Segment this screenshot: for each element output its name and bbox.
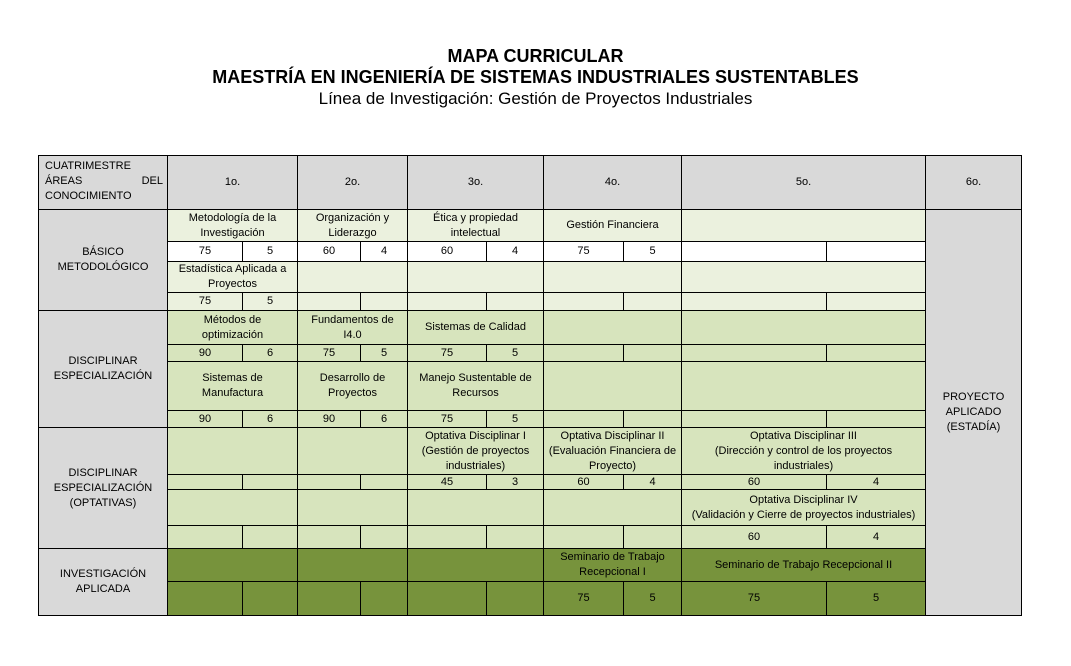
empty-cell bbox=[361, 582, 408, 615]
empty-cell bbox=[168, 428, 298, 475]
empty-cell bbox=[544, 345, 624, 362]
empty-cell bbox=[682, 293, 827, 311]
empty-cell bbox=[827, 293, 926, 311]
empty-cell bbox=[361, 293, 408, 311]
course-hours: 60 bbox=[544, 475, 624, 490]
empty-cell bbox=[624, 345, 682, 362]
course-hours: 75 bbox=[408, 345, 487, 362]
course-name: Metodología de la Investigación bbox=[168, 210, 298, 242]
course-name: Manejo Sustentable de Recursos bbox=[408, 362, 544, 411]
empty-cell bbox=[682, 262, 926, 293]
course-name: Estadística Aplicada a Proyectos bbox=[168, 262, 298, 293]
course-credits: 5 bbox=[827, 582, 926, 615]
corner-areas: ÁREAS bbox=[45, 175, 83, 187]
corner-header bbox=[39, 156, 168, 210]
course-credits: 4 bbox=[827, 526, 926, 549]
empty-cell bbox=[361, 526, 408, 549]
course-hours: 75 bbox=[408, 411, 487, 428]
empty-cell bbox=[544, 262, 682, 293]
course-hours: 60 bbox=[408, 242, 487, 262]
course-hours: 60 bbox=[682, 526, 827, 549]
course-hours: 90 bbox=[168, 411, 243, 428]
empty-cell bbox=[298, 475, 361, 490]
period-header-6: 6o. bbox=[926, 156, 1021, 210]
empty-cell bbox=[682, 362, 926, 411]
empty-cell bbox=[243, 526, 298, 549]
empty-cell bbox=[544, 293, 624, 311]
empty-cell bbox=[827, 411, 926, 428]
corner-cuatrimestre: CUATRIMESTRE bbox=[45, 160, 131, 172]
area-disciplinar: DISCIPLINAR ESPECIALIZACIÓN bbox=[39, 311, 168, 428]
course-hours: 75 bbox=[544, 582, 624, 615]
course-hours: 75 bbox=[682, 582, 827, 615]
period-header-2: 2o. bbox=[298, 156, 408, 210]
area-investigacion: INVESTIGACIÓN APLICADA bbox=[39, 549, 168, 615]
course-credits: 6 bbox=[243, 345, 298, 362]
empty-cell bbox=[544, 362, 682, 411]
course-name: Optativa Disciplinar I (Gestión de proyectos industriales) bbox=[408, 428, 544, 475]
course-name: Gestión Financiera bbox=[544, 210, 682, 242]
course-name: Ética y propiedad intelectual bbox=[408, 210, 544, 242]
research-line: Línea de Investigación: Gestión de Proyectos Industriales bbox=[318, 89, 753, 108]
empty-cell bbox=[408, 582, 487, 615]
course-name: Optativa Disciplinar II (Evaluación Financiera de Proyecto) bbox=[544, 428, 682, 475]
titles bbox=[0, 46, 1071, 110]
empty-cell bbox=[361, 475, 408, 490]
course-credits: 5 bbox=[487, 345, 544, 362]
empty-cell bbox=[298, 526, 361, 549]
course-hours: 45 bbox=[408, 475, 487, 490]
empty-cell bbox=[624, 526, 682, 549]
empty-cell bbox=[298, 428, 408, 475]
empty-cell bbox=[298, 582, 361, 615]
empty-cell bbox=[682, 411, 827, 428]
course-credits: 3 bbox=[487, 475, 544, 490]
course-credits: 4 bbox=[361, 242, 408, 262]
course-name: Sistemas de Manufactura bbox=[168, 362, 298, 411]
corner-conocimiento: CONOCIMIENTO bbox=[45, 190, 132, 202]
empty-cell bbox=[298, 549, 408, 582]
period-header-1: 1o. bbox=[168, 156, 298, 210]
area-optativas: DISCIPLINAR ESPECIALIZACIÓN (OPTATIVAS) bbox=[39, 428, 168, 549]
period-header-3: 3o. bbox=[408, 156, 544, 210]
course-name: Seminario de Trabajo Recepcional II bbox=[682, 549, 926, 582]
course-hours: 75 bbox=[544, 242, 624, 262]
empty-cell bbox=[624, 293, 682, 311]
course-name: Fundamentos de I4.0 bbox=[298, 311, 408, 345]
course-name: Métodos de optimización bbox=[168, 311, 298, 345]
empty-cell bbox=[168, 582, 243, 615]
empty-cell bbox=[243, 582, 298, 615]
course-credits: 4 bbox=[827, 475, 926, 490]
empty-cell bbox=[168, 475, 243, 490]
empty-cell bbox=[624, 411, 682, 428]
course-hours: 75 bbox=[168, 242, 243, 262]
course-hours: 90 bbox=[298, 411, 361, 428]
course-credits: 5 bbox=[624, 582, 682, 615]
course-name: Seminario de Trabajo Recepcional I bbox=[544, 549, 682, 582]
course-hours: 75 bbox=[298, 345, 361, 362]
corner-del: DEL bbox=[141, 175, 163, 187]
empty-cell bbox=[487, 293, 544, 311]
proyecto-aplicado: PROYECTO APLICADO (ESTADÍA) bbox=[926, 210, 1021, 615]
empty-cell bbox=[487, 582, 544, 615]
empty-cell bbox=[408, 293, 487, 311]
empty-cell bbox=[298, 490, 408, 526]
course-name: Organización y Liderazgo bbox=[298, 210, 408, 242]
empty-cell bbox=[544, 411, 624, 428]
empty-cell bbox=[682, 311, 926, 345]
empty-cell bbox=[408, 490, 544, 526]
empty-cell bbox=[827, 242, 926, 262]
course-hours: 60 bbox=[298, 242, 361, 262]
course-credits: 5 bbox=[361, 345, 408, 362]
course-name: Optativa Disciplinar IV (Validación y Cierre de proyectos industriales) bbox=[682, 490, 926, 526]
course-credits: 5 bbox=[243, 293, 298, 311]
course-credits: 6 bbox=[243, 411, 298, 428]
empty-cell bbox=[168, 526, 243, 549]
empty-cell bbox=[298, 262, 408, 293]
empty-cell bbox=[682, 210, 926, 242]
empty-cell bbox=[682, 345, 827, 362]
course-hours: 90 bbox=[168, 345, 243, 362]
program-title: MAESTRÍA EN INGENIERÍA DE SISTEMAS INDUSTRIALES SUSTENTABLES bbox=[212, 67, 859, 87]
corner-areas-row bbox=[45, 174, 163, 189]
empty-cell bbox=[408, 262, 544, 293]
empty-cell bbox=[544, 526, 624, 549]
page-title: MAPA CURRICULAR bbox=[447, 46, 624, 66]
course-hours: 60 bbox=[682, 475, 827, 490]
course-credits: 6 bbox=[361, 411, 408, 428]
course-credits: 5 bbox=[624, 242, 682, 262]
course-credits: 4 bbox=[487, 242, 544, 262]
course-hours: 75 bbox=[168, 293, 243, 311]
empty-cell bbox=[298, 293, 361, 311]
course-name: Sistemas de Calidad bbox=[408, 311, 544, 345]
empty-cell bbox=[168, 549, 298, 582]
empty-cell bbox=[544, 311, 682, 345]
empty-cell bbox=[408, 549, 544, 582]
empty-cell bbox=[682, 242, 827, 262]
empty-cell bbox=[544, 490, 682, 526]
period-header-5: 5o. bbox=[682, 156, 926, 210]
empty-cell bbox=[827, 345, 926, 362]
course-credits: 4 bbox=[624, 475, 682, 490]
course-name: Optativa Disciplinar III (Dirección y control de los proyectos industriales) bbox=[682, 428, 926, 475]
empty-cell bbox=[243, 475, 298, 490]
course-credits: 5 bbox=[487, 411, 544, 428]
empty-cell bbox=[487, 526, 544, 549]
course-name: Desarrollo de Proyectos bbox=[298, 362, 408, 411]
empty-cell bbox=[408, 526, 487, 549]
area-basico: BÁSICO METODOLÓGICO bbox=[39, 210, 168, 311]
period-header-4: 4o. bbox=[544, 156, 682, 210]
course-credits: 5 bbox=[243, 242, 298, 262]
empty-cell bbox=[168, 490, 298, 526]
